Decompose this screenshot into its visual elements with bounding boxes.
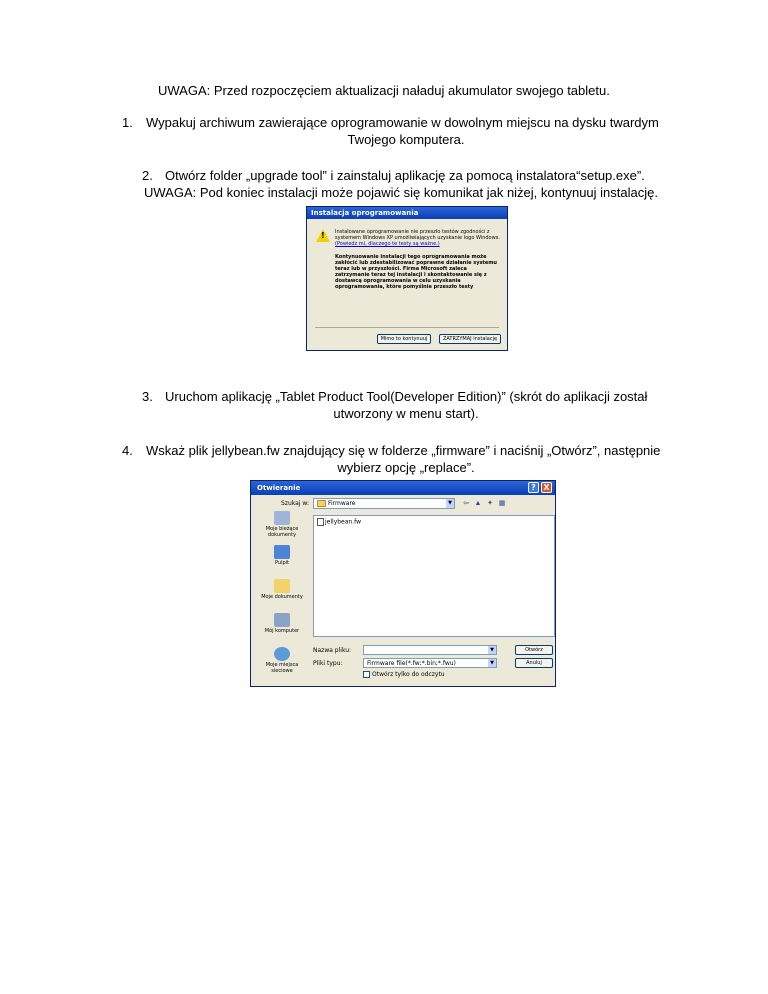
continue-anyway-button[interactable]: Mimo to kontynuuj [377, 334, 431, 344]
open-button[interactable]: Otwórz [515, 645, 553, 655]
new-folder-icon[interactable]: ✦ [487, 500, 493, 507]
step-1-line2: Twojego komputera. [347, 132, 465, 147]
view-menu-icon[interactable]: ▦ [498, 500, 506, 507]
readonly-option[interactable]: Otwórz tylko do odczytu [363, 671, 445, 679]
help-button[interactable]: ? [528, 482, 539, 493]
filename-input[interactable] [363, 645, 497, 655]
step-4-number: 4. [122, 443, 133, 458]
file-icon [317, 518, 324, 526]
why-tests-link[interactable]: (Powiedz mi, dlaczego te testy są ważne.) [335, 241, 440, 247]
warning-icon: ! [316, 229, 330, 242]
install-dialog-divider [315, 327, 499, 328]
back-icon[interactable]: ⇦ [463, 500, 469, 507]
look-in-combo[interactable]: Firmware ▼ [313, 498, 455, 509]
places-bar [255, 511, 309, 683]
my-documents-icon [274, 579, 290, 593]
open-file-dialog [250, 480, 556, 687]
step-3-line2: utworzony w menu start). [333, 406, 479, 421]
intro-note: UWAGA: Przed rozpoczęciem aktualizacji naładuj akumulator swojego tabletu. [158, 83, 610, 98]
step-1-number: 1. [122, 115, 133, 130]
install-warning-dialog [306, 206, 508, 351]
place-my-computer[interactable]: Mój komputer [255, 613, 309, 634]
cancel-button[interactable]: Anuluj [515, 658, 553, 668]
close-button[interactable]: X [541, 482, 552, 493]
filetype-select[interactable]: Firmware file(*.fw;*.bin;*.fwu) ▼ [363, 658, 497, 668]
install-dialog-title: Instalacja oprogramowania [307, 207, 507, 219]
install-dialog-text1: Instalowane oprogramowanie nie przeszło testów zgodności z systemem Windows XP umożliwiających uzyskanie logo Windows. (Powiedz mi, dlaczego te testy są ważne.) [335, 229, 500, 247]
chevron-down-icon[interactable]: ▼ [488, 646, 496, 654]
install-dialog-text2: Kontynuowanie instalacji tego oprogramowania może zakłócić lub zdestabilizować poprawne działanie systemu teraz lub w przyszłości. Firma Microsoft zaleca zatrzymanie teraz tej instalacji i skontaktowanie się z dostawcą oprogramowania w celu uzyskania oprogramowania, które pomyślnie przeszło testy [335, 254, 497, 290]
step-1-line1: Wypakuj archiwum zawierające oprogramowanie w dowolnym miejscu na dysku twardym [146, 115, 659, 130]
step-2-line1: Otwórz folder „upgrade tool” i zainstaluj aplikację za pomocą instalatora“setup.exe”. [165, 168, 645, 183]
desktop-icon [274, 545, 290, 559]
filetype-label: Pliki typu: [313, 660, 343, 667]
chevron-down-icon[interactable]: ▼ [446, 499, 454, 508]
place-desktop[interactable]: Pulpit [255, 545, 309, 566]
open-dialog-title: Otwieranie ? X [251, 481, 555, 495]
filename-label: Nazwa pliku: [313, 647, 352, 654]
recent-documents-icon [274, 511, 290, 525]
file-item[interactable]: jellybean.fw [317, 518, 361, 527]
file-list-pane[interactable] [313, 515, 555, 637]
network-places-icon [274, 647, 290, 661]
up-folder-icon[interactable]: ▲ [474, 500, 482, 507]
readonly-checkbox[interactable] [363, 671, 370, 678]
step-4-line2: wybierz opcję „replace”. [337, 460, 475, 475]
folder-icon [317, 500, 326, 507]
place-network[interactable]: Moje miejsca sieciowe [255, 647, 309, 674]
place-recent[interactable]: Moje bieżące dokumenty [255, 511, 309, 538]
place-my-documents[interactable]: Moje dokumenty [255, 579, 309, 600]
step-3-number: 3. [142, 389, 153, 404]
look-in-label: Szukaj w: [281, 500, 309, 507]
chevron-down-icon[interactable]: ▼ [488, 659, 496, 667]
step-2-line2: UWAGA: Pod koniec instalacji może pojawić się komunikat jak niżej, kontynuuj instalację. [144, 185, 658, 200]
my-computer-icon [274, 613, 290, 627]
step-2-number: 2. [142, 168, 153, 183]
stop-installation-button[interactable]: ZATRZYMAJ instalację [439, 334, 501, 344]
step-4-line1: Wskaż plik jellybean.fw znajdujący się w folderze „firmware” i naciśnij „Otwórz”, następnie [146, 443, 661, 458]
step-3-line1: Uruchom aplikację „Tablet Product Tool(Developer Edition)” (skrót do aplikacji został [165, 389, 648, 404]
